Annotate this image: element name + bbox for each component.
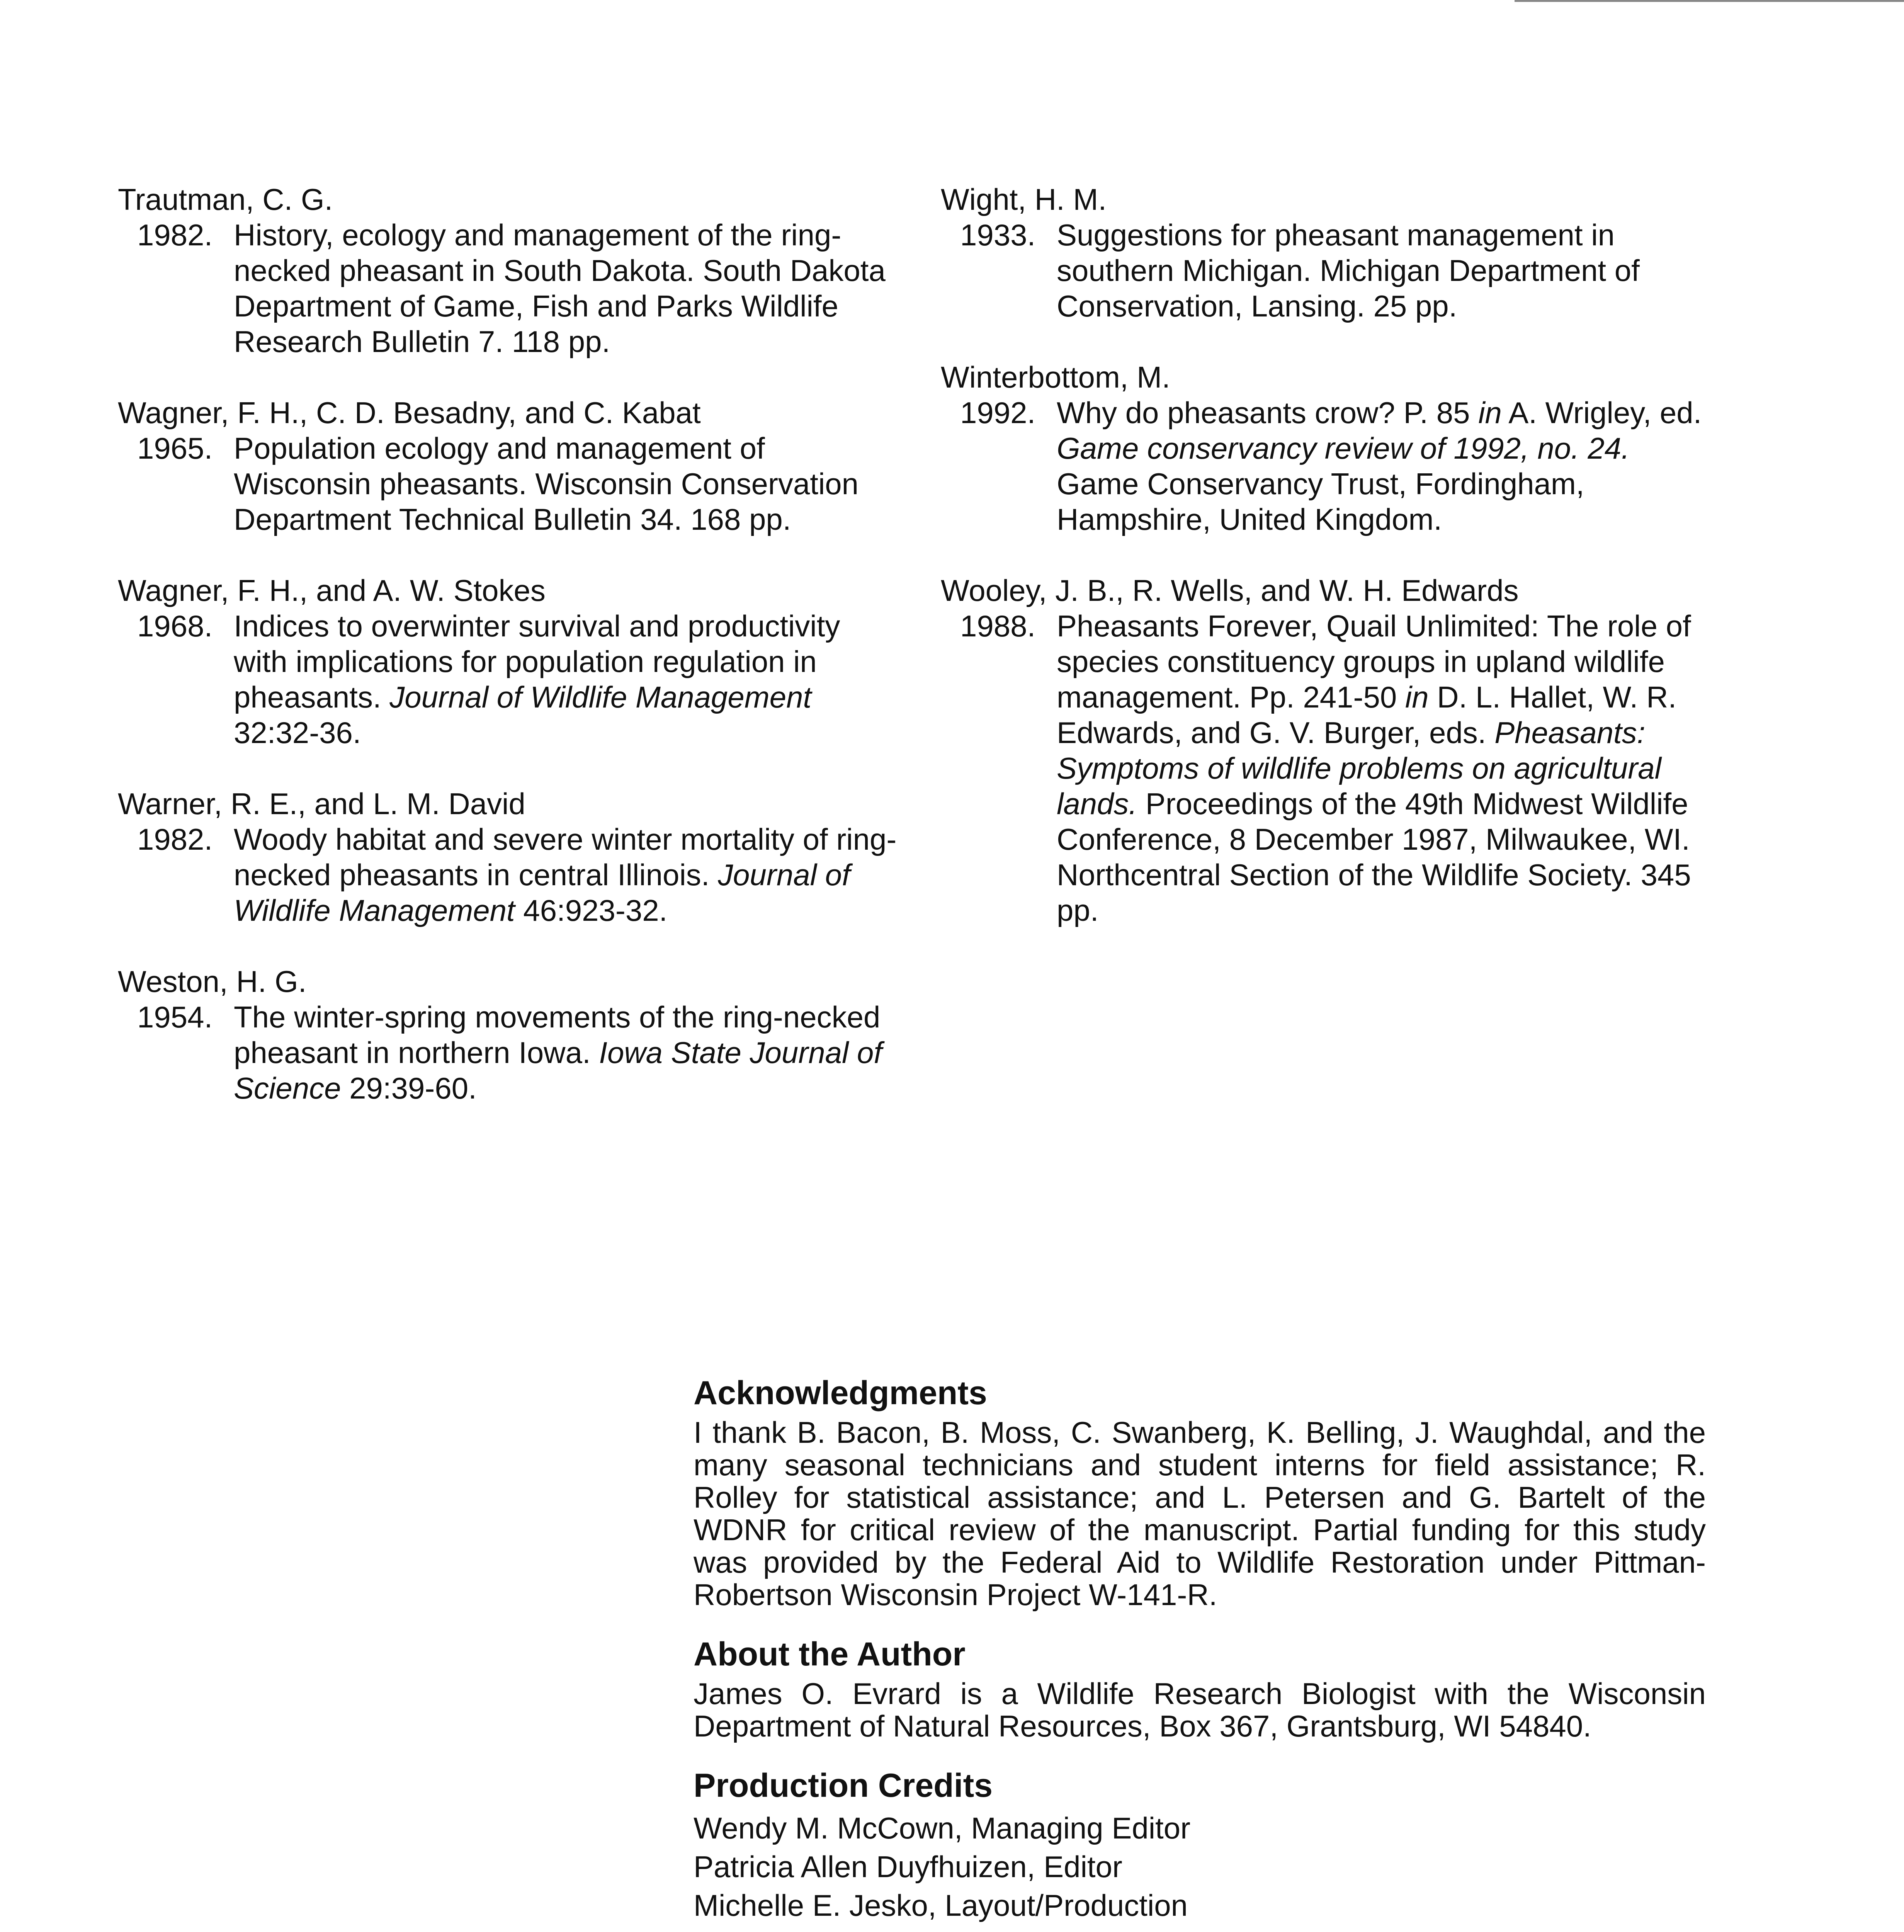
publication-title: Pheasants: Symptoms of wildlife problems on agricultural lands. — [1057, 716, 1661, 821]
journal-title: Journal of Wildlife Management — [234, 858, 850, 927]
about-author-section — [694, 1635, 1706, 1742]
reference-year: 1968. — [137, 609, 213, 643]
reference-entry — [118, 182, 898, 359]
reference-entry — [118, 964, 898, 1106]
about-author-heading: About the Author — [694, 1636, 966, 1673]
reference-entry — [941, 359, 1714, 537]
reference-entry — [118, 573, 898, 750]
references-right-column — [941, 182, 1714, 964]
reference-year: 1982. — [137, 822, 213, 856]
reference-text: Why do pheasants crow? P. 85 in A. Wrigley, ed. Game conservancy review of 1992, no. 24. Game Conservancy Trust, Fordingham, Hampshire, United Kingdom. — [1057, 396, 1702, 536]
reference-text: Woody habitat and severe winter mortality of ring-necked pheasants in central Illinois. Journal of Wildlife Management 46:923-32. — [234, 822, 897, 927]
reference-year: 1982. — [137, 218, 213, 252]
acknowledgments-text: I thank B. Bacon, B. Moss, C. Swanberg, K. Belling, J. Waughdal, and the many seasonal technicians and student interns for field assistance; R. Rolley for statistical assistance; and L. Petersen and G. Bartelt of the WDNR for critical review of the manuscript. Partial funding for this study was provided by the Federal Aid to Wildlife Restoration under Pittman-Robertson Wisconsin Project W-141-R. — [694, 1415, 1706, 1612]
reference-text: History, ecology and management of the ring-necked pheasant in South Dakota. South Dakota Department of Game, Fish and Parks Wildlife Research Bulletin 7. 118 pp. — [234, 218, 886, 359]
reference-text: The winter-spring movements of the ring-necked pheasant in northern Iowa. Iowa State Journal of Science 29:39-60. — [234, 1000, 882, 1105]
back-matter — [694, 1374, 1706, 1932]
reference-author: Trautman, C. G. — [118, 182, 333, 216]
reference-year: 1992. — [960, 396, 1036, 430]
credit-line: Michelle E. Jesko, Layout/Production — [694, 1888, 1188, 1922]
journal-title: Journal of Wildlife Management — [389, 680, 812, 714]
production-credits-heading: Production Credits — [694, 1767, 993, 1804]
production-credits-section — [694, 1766, 1706, 1925]
references-left-column — [118, 182, 898, 1141]
reference-year: 1933. — [960, 218, 1036, 252]
reference-author: Weston, H. G. — [118, 964, 307, 998]
reference-year: 1988. — [960, 609, 1036, 643]
journal-title: Iowa State Journal of Science — [234, 1036, 882, 1105]
acknowledgments-section — [694, 1374, 1706, 1611]
credit-line: Wendy M. McCown, Managing Editor — [694, 1811, 1191, 1845]
reference-author: Wagner, F. H., C. D. Besadny, and C. Kabat — [118, 396, 701, 430]
reference-author: Winterbottom, M. — [941, 360, 1170, 394]
credit-line: Patricia Allen Duyfhuizen, Editor — [694, 1850, 1122, 1884]
reference-author: Warner, R. E., and L. M. David — [118, 787, 525, 821]
reference-text: Population ecology and management of Wisconsin pheasants. Wisconsin Conservation Department Technical Bulletin 34. 168 pp. — [234, 431, 859, 536]
acknowledgments-heading: Acknowledgments — [694, 1374, 987, 1412]
reference-year: 1965. — [137, 431, 213, 465]
reference-text: Suggestions for pheasant management in southern Michigan. Michigan Department of Conservation, Lansing. 25 pp. — [1057, 218, 1640, 323]
reference-entry — [941, 182, 1714, 324]
reference-entry — [118, 395, 898, 537]
publication-title: Game conservancy review of 1992, no. 24. — [1057, 431, 1630, 465]
reference-author: Wight, H. M. — [941, 182, 1107, 216]
reference-author: Wooley, J. B., R. Wells, and W. H. Edwards — [941, 573, 1519, 607]
reference-entry — [118, 786, 898, 928]
reference-year: 1954. — [137, 1000, 213, 1034]
top-rule — [1515, 0, 1904, 2]
reference-text: Pheasants Forever, Quail Unlimited: The role of species constituency groups in upland wildlife management. Pp. 241-50 in D. L. Hallet, W. R. Edwards, and G. V. Burger, eds. Pheasants: Symptoms of wildlife problems on agricultural lands. Proceedings of the 49th Midwest Wildlife Conference, 8 December 1987, Milwaukee, WI. Northcentral Section of the Wildlife Society. 345 pp. — [1057, 609, 1691, 927]
reference-author: Wagner, F. H., and A. W. Stokes — [118, 573, 546, 607]
reference-text: Indices to overwinter survival and productivity with implications for population regulation in pheasants. Journal of Wildlife Management 32:32-36. — [234, 609, 840, 750]
about-author-text: James O. Evrard is a Wildlife Research Biologist with the Wisconsin Department of Natural Resources, Box 367, Grantsburg, WI 54840. — [694, 1677, 1706, 1743]
reference-entry — [941, 573, 1714, 928]
